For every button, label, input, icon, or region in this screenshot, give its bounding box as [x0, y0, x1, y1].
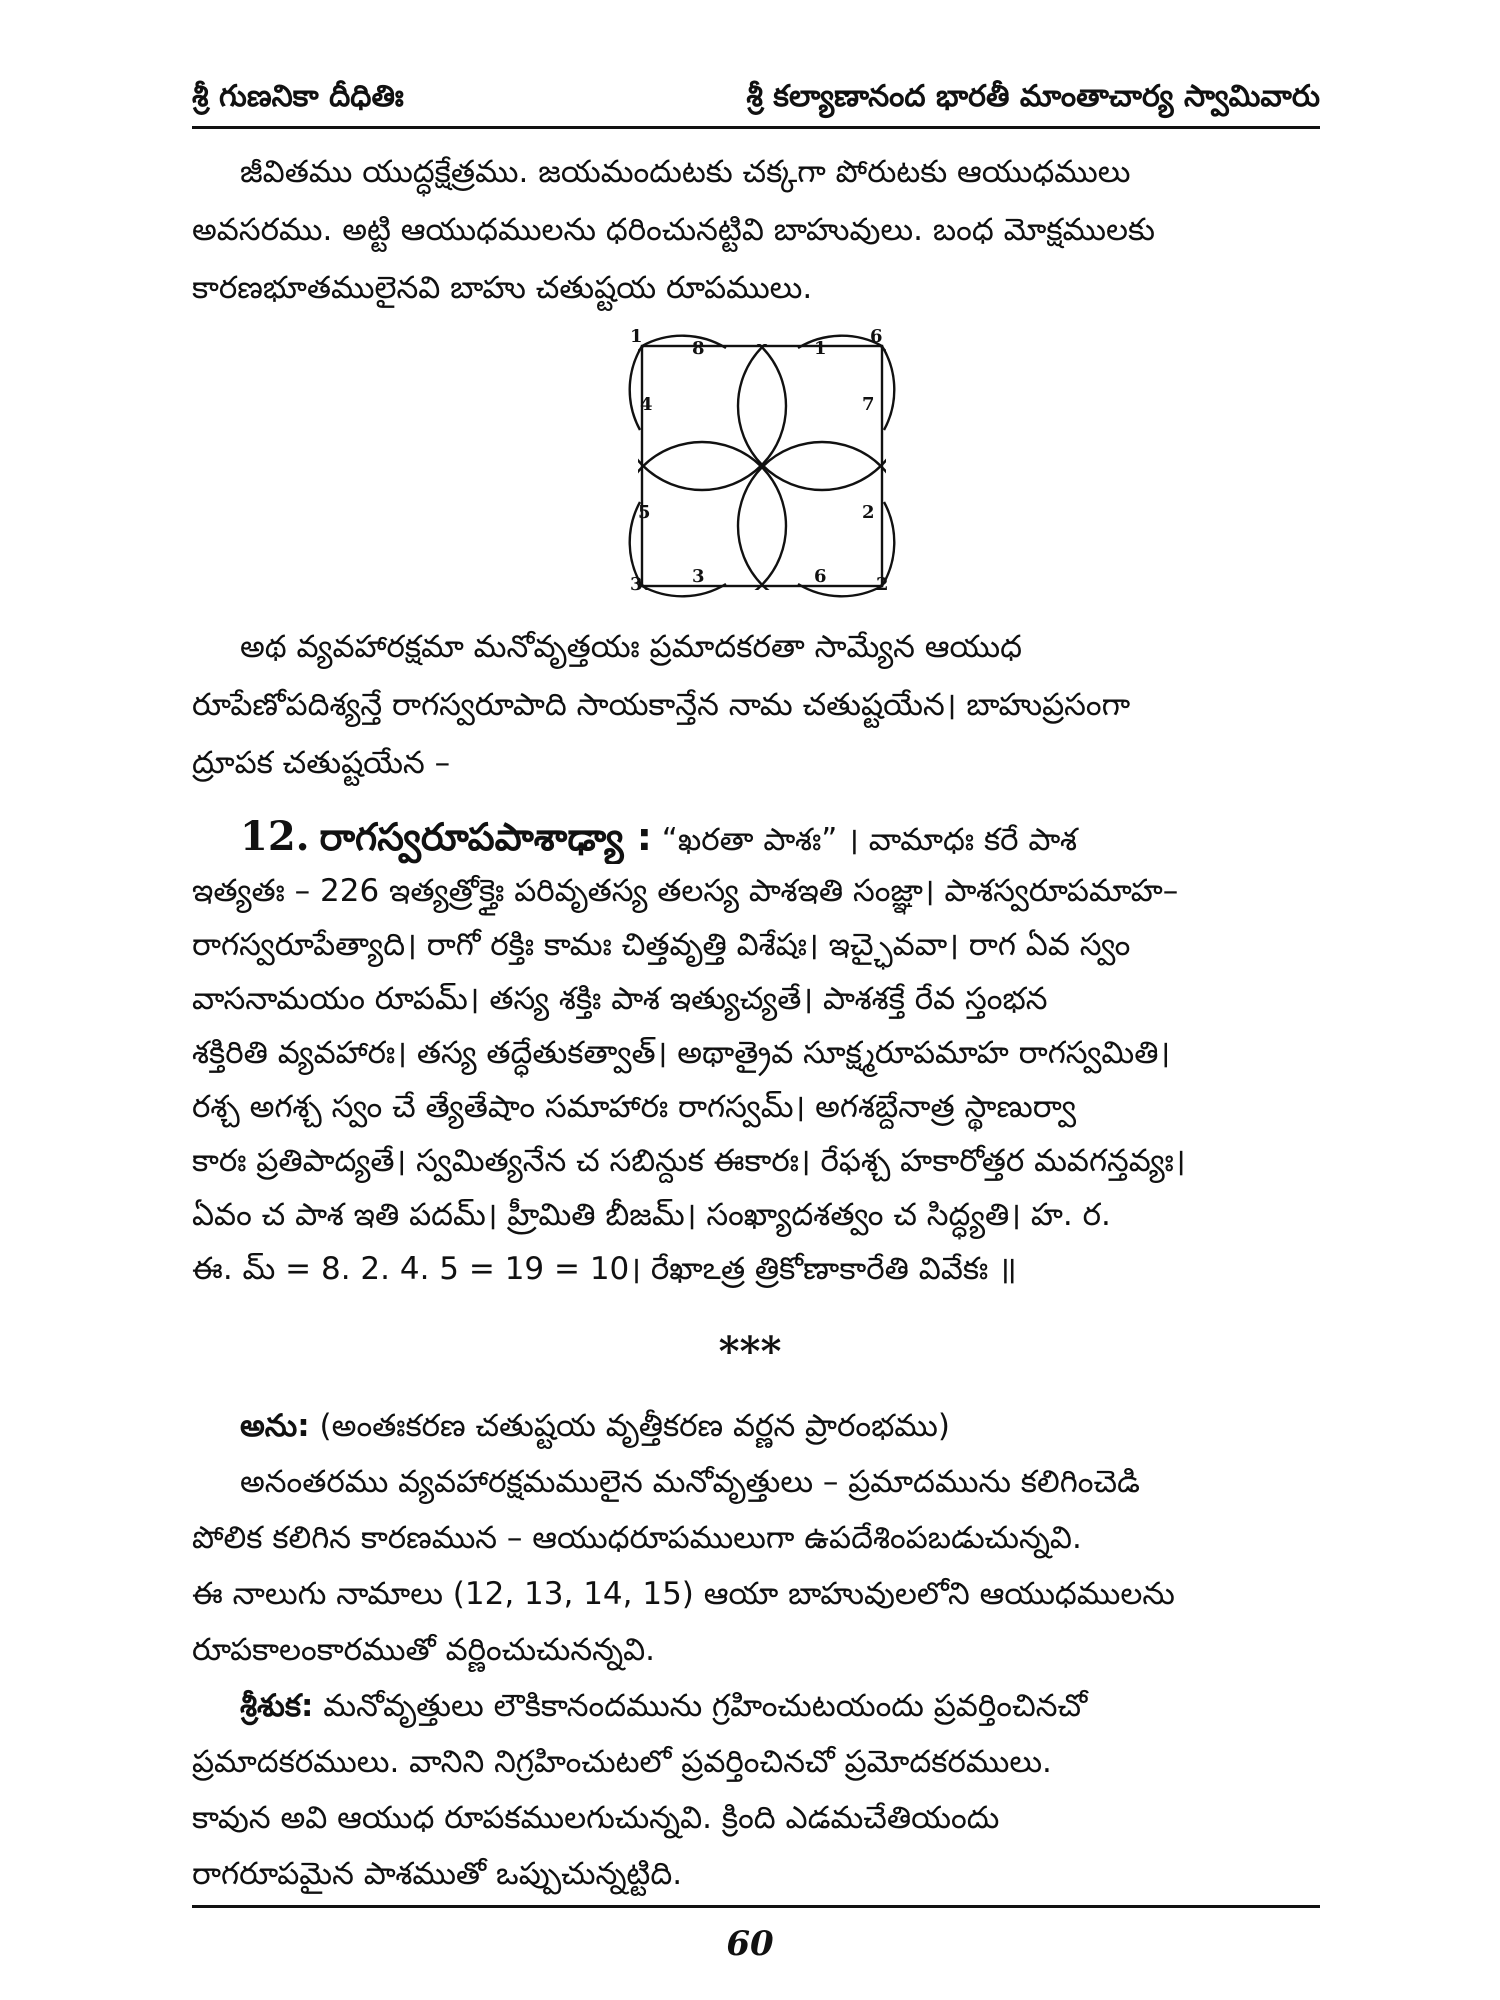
- text-line: పోలిక కలిగిన కారణమున – ఆయుధరూపములుగా ఉపదేశింపబడుచున్నవి.: [192, 1520, 1082, 1556]
- text-line: ద్రూపక చతుష్టయేన –: [192, 745, 451, 781]
- header-book-title: శ్రీ గుణనికా దీధితిః: [192, 79, 404, 114]
- diagram-label: 5: [638, 502, 651, 523]
- verse-heading-line: [192, 810, 1320, 864]
- running-header: [192, 70, 1320, 130]
- sanskrit-intro-paragraph: [192, 618, 1320, 792]
- text-line: ఇత్యతః – 226 ఇత్యత్రోక్తైః పరివృతస్య తలస్య పాశఇతి సంజ్ఞా। పాశస్వరూపమాహ–: [192, 873, 1179, 909]
- text-line: రాగస్వరూపేత్యాది। రాగో రక్తిః కామః చిత్తవృత్తి విశేషః। ఇచ్ఛైవవా। రాగ ఏవ స్వం: [192, 927, 1131, 963]
- verse-name: రాగస్వరూపపాశాఢ్యా :: [319, 815, 652, 859]
- diagram-label: 1: [630, 326, 643, 347]
- anu-title: (అంతఃకరణ చతుష్టయ వృత్తీకరణ వర్ణన ప్రారంభము): [319, 1408, 950, 1444]
- diagram-label: 3: [692, 566, 705, 587]
- diagram-label: 6: [870, 326, 883, 347]
- shuka-label: శ్రీశుక:: [240, 1688, 314, 1724]
- text-line: వాసనామయం రూపమ్। తస్య శక్తిః పాశ ఇత్యుచ్యతే। పాశశక్తే రేవ స్తంభన: [192, 981, 1048, 1017]
- verse-first-line-text: “ఖరతా పాశః” । వామాధః కరే పాశ: [661, 822, 1078, 858]
- commentary-paragraph: [192, 1398, 1320, 1902]
- footer-rule: [192, 1905, 1320, 1908]
- intro-paragraph: [192, 143, 1320, 317]
- four-petal-diagram: [618, 324, 910, 598]
- diagram-label: 6: [814, 566, 827, 587]
- text-line: ఈ. మ్ = 8. 2. 4. 5 = 19 = 10। రేఖాఽత్ర త్రికోణాకారేతి వివేకః ॥: [192, 1251, 1017, 1287]
- text-line: రూపకాలంకారముతో వర్ణించుచునన్నవి.: [192, 1632, 655, 1668]
- page-number: 60: [726, 1924, 774, 1964]
- diagram-label: 2: [862, 502, 875, 523]
- text-line: రూపేణోపదిశ్యన్తే రాగస్వరూపాది సాయకాన్తేన నామ చతుష్టయేన। బాహుప్రసంగా: [192, 687, 1131, 723]
- shuka-first-text: మనోవృత్తులు లౌకికానందమును గ్రహించుటయందు ప్రవర్తించినచో: [323, 1688, 1088, 1724]
- anu-label: అను:: [240, 1408, 310, 1444]
- verse-12-paragraph: [192, 810, 1320, 1296]
- text-line: రాగరూపమైన పాశముతో ఒప్పుచున్నట్టిది.: [192, 1856, 683, 1892]
- header-author: శ్రీ కల్యాణానంద భారతీ మాంతాచార్య స్వామివారు: [746, 79, 1320, 114]
- anu-heading-line: [192, 1398, 1320, 1454]
- diagram-label: 1: [814, 338, 827, 359]
- diagram-label: 2: [876, 574, 889, 595]
- section-separator: ***: [718, 1328, 782, 1375]
- text-line: ప్రమాదకరములు. వానిని నిగ్రహించుటలో ప్రవర్తించినచో ప్రమోదకరములు.: [192, 1744, 1052, 1780]
- text-line: కావున అవి ఆయుధ రూపకములగుచున్నవి. క్రింది ఎడమచేతియందు: [192, 1800, 1000, 1836]
- text-line: జీవితము యుద్ధక్షేత్రము. జయమందుటకు చక్కగా పోరుటకు ఆయుధములు: [240, 154, 1131, 190]
- text-line: కారణభూతములైనవి బాహు చతుష్టయ రూపములు.: [192, 270, 813, 306]
- text-line: శక్తిరితి వ్యవహారః। తస్య తద్ధేతుకత్వాత్। అథాత్రైవ సూక్ష్మరూపమాహ రాగస్వమితి।: [192, 1035, 1171, 1071]
- text-line: ఏవం చ పాశ ఇతి పదమ్। హ్రీమితి బీజమ్। సంఖ్యాదశత్వం చ సిద్ధ్యతి। హ. ర.: [192, 1197, 1111, 1233]
- diagram-label: 8: [692, 338, 705, 359]
- text-line: అవసరము. అట్టి ఆయుధములను ధరించునట్టివి బాహువులు. బంధ మోక్షములకు: [192, 212, 1155, 248]
- shuka-heading-line: [192, 1678, 1320, 1734]
- text-line: అథ వ్యవహారక్షమా మనోవృత్తయః ప్రమాదకరతా సామ్యేన ఆయుధ: [240, 629, 1023, 665]
- text-line: ఈ నాలుగు నామాలు (12, 13, 14, 15) ఆయా బాహువులలోని ఆయుధములను: [192, 1576, 1175, 1612]
- verse-number: 12.: [240, 813, 310, 860]
- diagram-label: 4: [640, 394, 653, 415]
- diagram-label: 3: [630, 574, 643, 595]
- text-line: అనంతరము వ్యవహారక్షమములైన మనోవృత్తులు – ప్రమాదమును కలిగించెడి: [240, 1464, 1141, 1500]
- text-line: రశ్చ అగశ్చ స్వం చే త్యేతేషాం సమాహారః రాగస్వమ్। అగశబ్దేనాత్ర స్థాణుర్వా: [192, 1089, 1077, 1125]
- header-rule: [192, 126, 1320, 129]
- diagram-label: 7: [862, 394, 875, 415]
- text-line: కారః ప్రతిపాద్యతే। స్వమిత్యనేన చ సబిన్దుక ఈకారః। రేఫశ్చ హకారోత్తర మవగన్తవ్యః।: [192, 1143, 1186, 1179]
